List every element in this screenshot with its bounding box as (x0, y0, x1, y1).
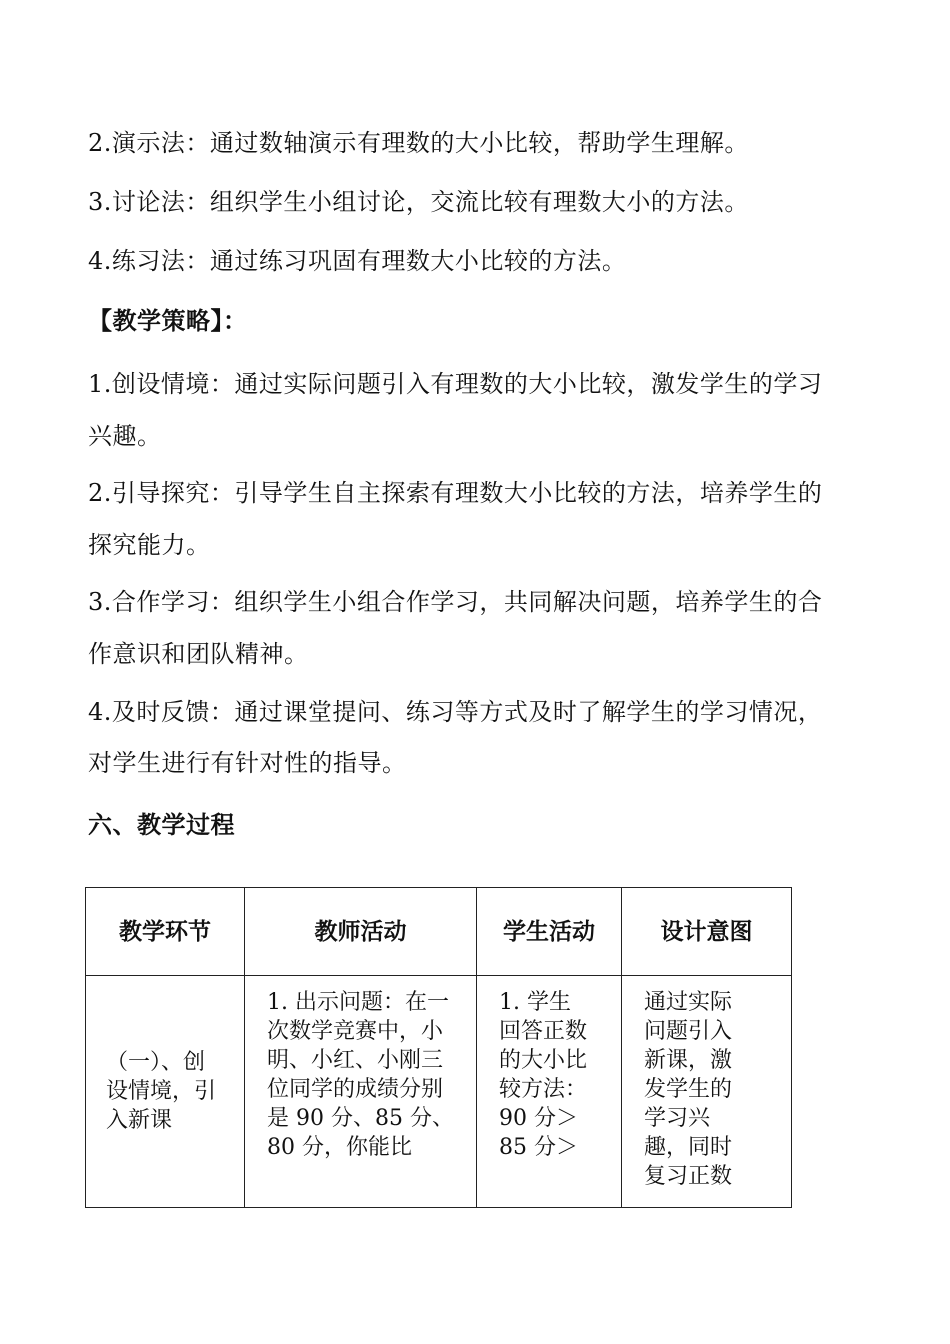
header-student-activity-text: 学生活动 (503, 918, 595, 945)
header-teacher-activity: 教师活动 (245, 888, 477, 976)
cell-teacher-activity-text: 1. 出示问题：在一次数学竞赛中，小明、小红、小刚三位同学的成绩分别是 90 分、85 分、80 分，你能比 (267, 990, 454, 1160)
strategy-1-line1: 1.创设情境：通过实际问题引入有理数的大小比较，激发学生的学习 (88, 370, 823, 398)
cell-student-activity (477, 976, 622, 1208)
strategy-1-line2: 兴趣。 (88, 422, 162, 450)
cell-design-intent (622, 976, 792, 1208)
teaching-process-table (85, 887, 792, 1208)
method-demo: 2.演示法：通过数轴演示有理数的大小比较，帮助学生理解。 (88, 129, 749, 157)
cell-stage-text: （一）、创设情境，引入新课 (106, 1050, 217, 1133)
table-row (86, 976, 792, 1208)
cell-stage (86, 976, 245, 1208)
cell-student-activity-text: 1. 学生回答正数的大小比较方法：90 分＞85 分＞ (499, 990, 588, 1160)
strategy-3-line2: 作意识和团队精神。 (88, 640, 309, 668)
cell-design-intent-text: 通过实际问题引入新课，激发学生的学习兴趣，同时复习正数 (644, 990, 733, 1189)
process-heading: 六、教学过程 (88, 811, 235, 839)
strategy-4-line2: 对学生进行有针对性的指导。 (88, 749, 407, 777)
strategy-2-line2: 探究能力。 (88, 531, 211, 559)
strategy-heading: 【教学策略】： (88, 307, 248, 335)
strategy-4-line1: 4.及时反馈：通过课堂提问、练习等方式及时了解学生的学习情况， (88, 698, 823, 726)
method-discussion: 3.讨论法：组织学生小组讨论，交流比较有理数大小的方法。 (88, 188, 749, 216)
strategy-2-line1: 2.引导探究：引导学生自主探索有理数大小比较的方法，培养学生的 (88, 479, 823, 507)
header-stage: 教学环节 (86, 888, 245, 976)
table-header-row (86, 888, 792, 976)
strategy-3-line1: 3.合作学习：组织学生小组合作学习，共同解决问题，培养学生的合 (88, 588, 823, 616)
cell-teacher-activity (245, 976, 477, 1208)
method-practice: 4.练习法：通过练习巩固有理数大小比较的方法。 (88, 247, 627, 275)
header-design-intent: 设计意图 (622, 888, 792, 976)
header-student-activity (477, 888, 622, 976)
